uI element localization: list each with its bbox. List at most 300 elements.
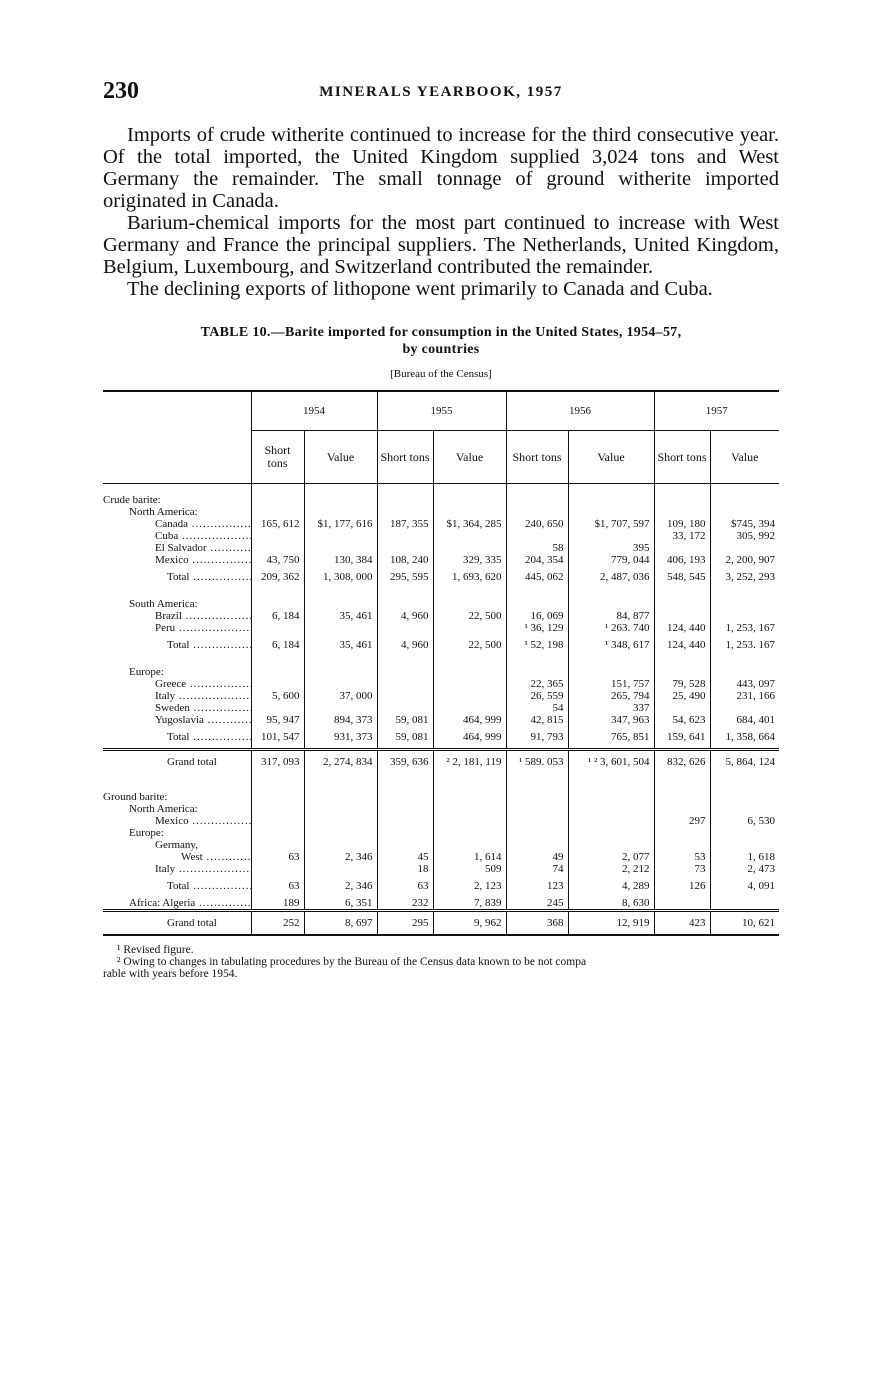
value-cell: [433, 622, 506, 634]
short-tons-cell: [654, 839, 710, 851]
short-tons-cell: [251, 815, 304, 827]
value-cell: [710, 542, 779, 554]
page-number: 230: [103, 78, 139, 104]
value-cell: 4, 091: [710, 875, 779, 897]
value-cell: 464, 999: [433, 726, 506, 750]
value-cell: [433, 702, 506, 714]
value-cell: 2, 200, 907: [710, 554, 779, 566]
value-cell: [710, 610, 779, 622]
short-tons-cell: [506, 815, 568, 827]
short-tons-cell: 74: [506, 863, 568, 875]
value-cell: 4, 289: [568, 875, 654, 897]
row-label: Peru .....: [103, 622, 251, 634]
short-tons-cell: [377, 530, 433, 542]
value-cell: [304, 598, 377, 610]
value-cell: [710, 666, 779, 678]
value-cell: [433, 530, 506, 542]
year-header: 1954: [251, 391, 377, 431]
short-tons-cell: 252: [251, 911, 304, 936]
value-cell: [433, 827, 506, 839]
value-cell: [304, 702, 377, 714]
short-tons-cell: [251, 542, 304, 554]
value-cell: ¹ 348, 617: [568, 634, 654, 656]
short-tons-cell: 53: [654, 851, 710, 863]
short-tons-cell: [251, 863, 304, 875]
value-cell: [568, 494, 654, 506]
short-tons-cell: [377, 622, 433, 634]
row-label: Europe:: [129, 827, 164, 839]
table-row: [103, 530, 779, 542]
short-tons-cell: [377, 815, 433, 827]
value-cell: 231, 166: [710, 690, 779, 702]
short-tons-cell: 43, 750: [251, 554, 304, 566]
short-tons-cell: 124, 440: [654, 622, 710, 634]
value-cell: 765, 851: [568, 726, 654, 750]
short-tons-cell: 45: [377, 851, 433, 863]
row-label: Total .....: [103, 566, 251, 588]
value-cell: [433, 494, 506, 506]
short-tons-cell: 54: [506, 702, 568, 714]
table-row: [103, 750, 779, 774]
short-tons-cell: [377, 678, 433, 690]
table-row: [103, 839, 779, 851]
short-tons-cell: 245: [506, 897, 568, 911]
short-tons-cell: 5, 600: [251, 690, 304, 702]
short-tons-cell: [654, 610, 710, 622]
short-tons-cell: 79, 528: [654, 678, 710, 690]
short-tons-cell: 49: [506, 851, 568, 863]
row-label: Total .....: [103, 726, 251, 750]
value-cell: 6, 351: [304, 897, 377, 911]
short-tons-cell: 209, 362: [251, 566, 304, 588]
footnote: ² Owing to changes in tabulating procedures by the Bureau of the Census data known to be not compa: [117, 956, 587, 968]
row-label: Europe:: [129, 666, 164, 678]
short-tons-cell: [377, 598, 433, 610]
short-tons-cell: 123: [506, 875, 568, 897]
value-cell: $745, 394: [710, 518, 779, 530]
value-cell: [568, 506, 654, 518]
short-tons-cell: 126: [654, 875, 710, 897]
value-cell: 10, 621: [710, 911, 779, 936]
value-cell: [304, 839, 377, 851]
value-cell: 8, 630: [568, 897, 654, 911]
short-tons-cell: [654, 666, 710, 678]
short-tons-cell: [251, 666, 304, 678]
short-tons-cell: 33, 172: [654, 530, 710, 542]
value-cell: [304, 666, 377, 678]
table-row: [103, 803, 779, 815]
short-tons-cell: 165, 612: [251, 518, 304, 530]
short-tons-cell: [654, 506, 710, 518]
short-tons-cell: [251, 803, 304, 815]
value-cell: [304, 827, 377, 839]
short-tons-cell: [654, 791, 710, 803]
value-cell: 35, 461: [304, 610, 377, 622]
value-cell: 931, 373: [304, 726, 377, 750]
value-cell: 6, 530: [710, 815, 779, 827]
table-row: [103, 622, 779, 634]
value-cell: [433, 506, 506, 518]
short-tons-cell: [377, 666, 433, 678]
value-cell: [710, 598, 779, 610]
short-tons-cell: [506, 666, 568, 678]
short-tons-cell: [654, 897, 710, 911]
row-label: Cuba .....: [103, 530, 251, 542]
short-tons-cell: [506, 839, 568, 851]
table-row: [103, 897, 779, 911]
short-tons-cell: 63: [377, 875, 433, 897]
short-tons-cell: [654, 598, 710, 610]
value-cell: [433, 690, 506, 702]
row-label: Brazil .....: [103, 610, 251, 622]
table-row: [103, 634, 779, 656]
table-row: [103, 863, 779, 875]
barite-imports-table: [103, 390, 779, 936]
value-cell: [568, 791, 654, 803]
document-page: [103, 78, 779, 980]
value-cell: [710, 897, 779, 911]
short-tons-cell: [506, 530, 568, 542]
value-cell: 7, 839: [433, 897, 506, 911]
value-header: Value: [433, 431, 506, 484]
row-label: Italy .....: [103, 690, 251, 702]
short-tons-cell: 232: [377, 897, 433, 911]
short-tons-cell: [506, 803, 568, 815]
value-cell: [433, 791, 506, 803]
short-tons-cell: 59, 081: [377, 726, 433, 750]
short-tons-cell: [251, 702, 304, 714]
short-tons-cell: 25, 490: [654, 690, 710, 702]
value-cell: [568, 827, 654, 839]
table-row: [103, 726, 779, 750]
spacer-row: [103, 773, 779, 791]
value-cell: 37, 000: [304, 690, 377, 702]
short-tons-cell: 297: [654, 815, 710, 827]
row-label: Ground barite:: [103, 791, 168, 803]
value-cell: 2, 473: [710, 863, 779, 875]
value-cell: [568, 598, 654, 610]
table-row: [103, 494, 779, 506]
value-cell: $1, 364, 285: [433, 518, 506, 530]
value-cell: [710, 702, 779, 714]
table-body: [103, 484, 779, 936]
short-tons-cell: 63: [251, 851, 304, 863]
value-cell: 12, 919: [568, 911, 654, 936]
value-cell: [568, 815, 654, 827]
value-cell: [568, 530, 654, 542]
value-cell: 2, 077: [568, 851, 654, 863]
row-label: Total .....: [103, 875, 251, 897]
value-cell: [304, 542, 377, 554]
value-cell: [304, 530, 377, 542]
short-tons-cell: [251, 494, 304, 506]
short-tons-header: Short tons: [506, 431, 568, 484]
short-tons-cell: 548, 545: [654, 566, 710, 588]
value-cell: 1, 253, 167: [710, 622, 779, 634]
short-tons-cell: 832, 626: [654, 750, 710, 774]
short-tons-cell: 109, 180: [654, 518, 710, 530]
short-tons-cell: 240, 650: [506, 518, 568, 530]
short-tons-cell: [251, 506, 304, 518]
row-label: Total .....: [103, 634, 251, 656]
short-tons-cell: ¹ 589. 053: [506, 750, 568, 774]
short-tons-cell: 54, 623: [654, 714, 710, 726]
value-cell: 347, 963: [568, 714, 654, 726]
short-tons-cell: 317, 093: [251, 750, 304, 774]
table-row: [103, 911, 779, 936]
value-cell: 329, 335: [433, 554, 506, 566]
short-tons-cell: 204, 354: [506, 554, 568, 566]
paragraph: Imports of crude witherite continued to increase for the third consecutive year. Of the total imported, the United Kingdom supplied 3,024 tons and West Germany the remainder. The small tonnage of ground witherite imported originated in Canada.: [103, 124, 779, 212]
short-tons-cell: [377, 542, 433, 554]
short-tons-cell: 368: [506, 911, 568, 936]
short-tons-cell: [377, 690, 433, 702]
stub-header: [103, 391, 251, 484]
value-cell: 2, 212: [568, 863, 654, 875]
short-tons-header: Short tons: [251, 431, 304, 484]
value-cell: [304, 791, 377, 803]
value-cell: [433, 839, 506, 851]
spacer-row: [103, 484, 779, 495]
value-cell: 2, 346: [304, 851, 377, 863]
value-cell: [710, 803, 779, 815]
value-cell: 305, 992: [710, 530, 779, 542]
short-tons-cell: [654, 827, 710, 839]
table-row: [103, 554, 779, 566]
value-header: Value: [568, 431, 654, 484]
value-cell: [568, 666, 654, 678]
value-header: Value: [710, 431, 779, 484]
short-tons-cell: [506, 791, 568, 803]
row-label: North America:: [129, 506, 198, 518]
short-tons-cell: 359, 636: [377, 750, 433, 774]
short-tons-cell: [377, 803, 433, 815]
table-row: [103, 702, 779, 714]
value-cell: ¹ ² 3, 601, 504: [568, 750, 654, 774]
value-cell: 443, 097: [710, 678, 779, 690]
value-cell: 35, 461: [304, 634, 377, 656]
row-label: Canada .....: [103, 518, 251, 530]
value-cell: 2, 487, 036: [568, 566, 654, 588]
table-row: [103, 875, 779, 897]
row-label: South America:: [129, 598, 198, 610]
running-head: [103, 78, 779, 110]
value-cell: $1, 177, 616: [304, 518, 377, 530]
spacer-row: [103, 588, 779, 598]
value-cell: [710, 494, 779, 506]
row-label: Grand total: [103, 750, 251, 774]
value-cell: 130, 384: [304, 554, 377, 566]
short-tons-cell: [251, 598, 304, 610]
short-tons-cell: [506, 506, 568, 518]
value-cell: [710, 791, 779, 803]
short-tons-cell: 4, 960: [377, 634, 433, 656]
value-cell: [710, 506, 779, 518]
short-tons-cell: 4, 960: [377, 610, 433, 622]
short-tons-cell: [251, 827, 304, 839]
short-tons-cell: 187, 355: [377, 518, 433, 530]
table-row: [103, 690, 779, 702]
row-label: Italy .....: [103, 863, 251, 875]
value-cell: 464, 999: [433, 714, 506, 726]
body-text: [103, 124, 779, 300]
journal-title: MINERALS YEARBOOK, 1957: [319, 84, 563, 100]
value-cell: [304, 678, 377, 690]
table-row: [103, 518, 779, 530]
table-row: [103, 610, 779, 622]
value-cell: [568, 803, 654, 815]
value-cell: 2, 274, 834: [304, 750, 377, 774]
table-row: [103, 566, 779, 588]
value-cell: 22, 500: [433, 610, 506, 622]
table-row: [103, 815, 779, 827]
year-header: 1957: [654, 391, 779, 431]
row-label: Sweden .....: [103, 702, 251, 714]
row-label: Germany,: [155, 839, 198, 851]
table-row: [103, 678, 779, 690]
table-row: [103, 851, 779, 863]
short-tons-cell: 295: [377, 911, 433, 936]
value-cell: [433, 815, 506, 827]
footnotes: [103, 944, 779, 980]
value-cell: 8, 697: [304, 911, 377, 936]
short-tons-cell: 101, 547: [251, 726, 304, 750]
row-label: Yugoslavia .....: [103, 714, 251, 726]
table-row: [103, 598, 779, 610]
short-tons-cell: [654, 702, 710, 714]
value-cell: 1, 358, 664: [710, 726, 779, 750]
short-tons-cell: 6, 184: [251, 634, 304, 656]
value-cell: [568, 839, 654, 851]
table-caption-lead: TABLE 10.—Barite imported for consumption in the United States, 1954–57,: [200, 325, 682, 340]
value-cell: [304, 494, 377, 506]
row-label: El Salvador .....: [103, 542, 251, 554]
short-tons-cell: ¹ 36, 129: [506, 622, 568, 634]
value-cell: 509: [433, 863, 506, 875]
year-header-row: [103, 391, 779, 431]
short-tons-cell: 423: [654, 911, 710, 936]
value-cell: 1, 308, 000: [304, 566, 377, 588]
short-tons-cell: 124, 440: [654, 634, 710, 656]
footnote: ¹ Revised figure.: [117, 944, 194, 956]
short-tons-cell: [377, 506, 433, 518]
value-cell: 684, 401: [710, 714, 779, 726]
short-tons-cell: 108, 240: [377, 554, 433, 566]
value-cell: 22, 500: [433, 634, 506, 656]
year-header: 1956: [506, 391, 654, 431]
short-tons-cell: 22, 365: [506, 678, 568, 690]
short-tons-cell: [377, 827, 433, 839]
short-tons-cell: 406, 193: [654, 554, 710, 566]
value-cell: 395: [568, 542, 654, 554]
short-tons-cell: ¹ 52, 198: [506, 634, 568, 656]
short-tons-cell: [654, 542, 710, 554]
value-cell: 1, 693, 620: [433, 566, 506, 588]
value-cell: 265, 794: [568, 690, 654, 702]
spacer-row: [103, 656, 779, 666]
row-label: West .....: [103, 851, 251, 863]
table-row: [103, 791, 779, 803]
paragraph: The declining exports of lithopone went primarily to Canada and Cuba.: [127, 278, 713, 300]
short-tons-cell: 58: [506, 542, 568, 554]
value-cell: ¹ 263. 740: [568, 622, 654, 634]
value-cell: [710, 839, 779, 851]
short-tons-cell: [251, 622, 304, 634]
value-cell: 894, 373: [304, 714, 377, 726]
short-tons-header: Short tons: [377, 431, 433, 484]
row-label: Greece .....: [103, 678, 251, 690]
value-header: Value: [304, 431, 377, 484]
table-row: [103, 827, 779, 839]
footnote: rable with years before 1954.: [103, 968, 238, 980]
short-tons-cell: 95, 947: [251, 714, 304, 726]
table-row: [103, 506, 779, 518]
short-tons-cell: [377, 702, 433, 714]
value-cell: [433, 803, 506, 815]
table-row: [103, 714, 779, 726]
value-cell: [433, 542, 506, 554]
table-caption: [103, 324, 779, 358]
row-label: Grand total: [103, 911, 251, 936]
table-row: [103, 542, 779, 554]
short-tons-cell: 63: [251, 875, 304, 897]
row-label: Africa: Algeria .....: [103, 897, 251, 911]
short-tons-cell: [506, 494, 568, 506]
value-cell: [433, 678, 506, 690]
short-tons-header: Short tons: [654, 431, 710, 484]
short-tons-cell: 189: [251, 897, 304, 911]
value-cell: 2, 123: [433, 875, 506, 897]
short-tons-cell: 445, 062: [506, 566, 568, 588]
short-tons-cell: [377, 791, 433, 803]
value-cell: [304, 863, 377, 875]
row-label: Crude barite:: [103, 494, 161, 506]
short-tons-cell: [251, 678, 304, 690]
short-tons-cell: 6, 184: [251, 610, 304, 622]
table-caption-rest: by countries: [402, 342, 480, 357]
value-cell: 2, 346: [304, 875, 377, 897]
year-header: 1955: [377, 391, 506, 431]
short-tons-cell: 42, 815: [506, 714, 568, 726]
row-label: North America:: [129, 803, 198, 815]
row-label: Mexico .....: [103, 554, 251, 566]
value-cell: [433, 666, 506, 678]
short-tons-cell: [506, 598, 568, 610]
value-cell: 1, 253. 167: [710, 634, 779, 656]
short-tons-cell: 16, 069: [506, 610, 568, 622]
value-cell: 1, 618: [710, 851, 779, 863]
value-cell: [304, 815, 377, 827]
short-tons-cell: 91, 793: [506, 726, 568, 750]
value-cell: 779, 044: [568, 554, 654, 566]
value-cell: 9, 962: [433, 911, 506, 936]
short-tons-cell: 18: [377, 863, 433, 875]
short-tons-cell: [506, 827, 568, 839]
short-tons-cell: [251, 839, 304, 851]
value-cell: 3, 252, 293: [710, 566, 779, 588]
short-tons-cell: [654, 803, 710, 815]
value-cell: [304, 803, 377, 815]
value-cell: $1, 707, 597: [568, 518, 654, 530]
short-tons-cell: [654, 494, 710, 506]
value-cell: [710, 827, 779, 839]
short-tons-cell: [377, 494, 433, 506]
value-cell: 84, 877: [568, 610, 654, 622]
value-cell: 151, 757: [568, 678, 654, 690]
short-tons-cell: 73: [654, 863, 710, 875]
table-source: [Bureau of the Census]: [390, 368, 492, 380]
value-cell: [304, 622, 377, 634]
